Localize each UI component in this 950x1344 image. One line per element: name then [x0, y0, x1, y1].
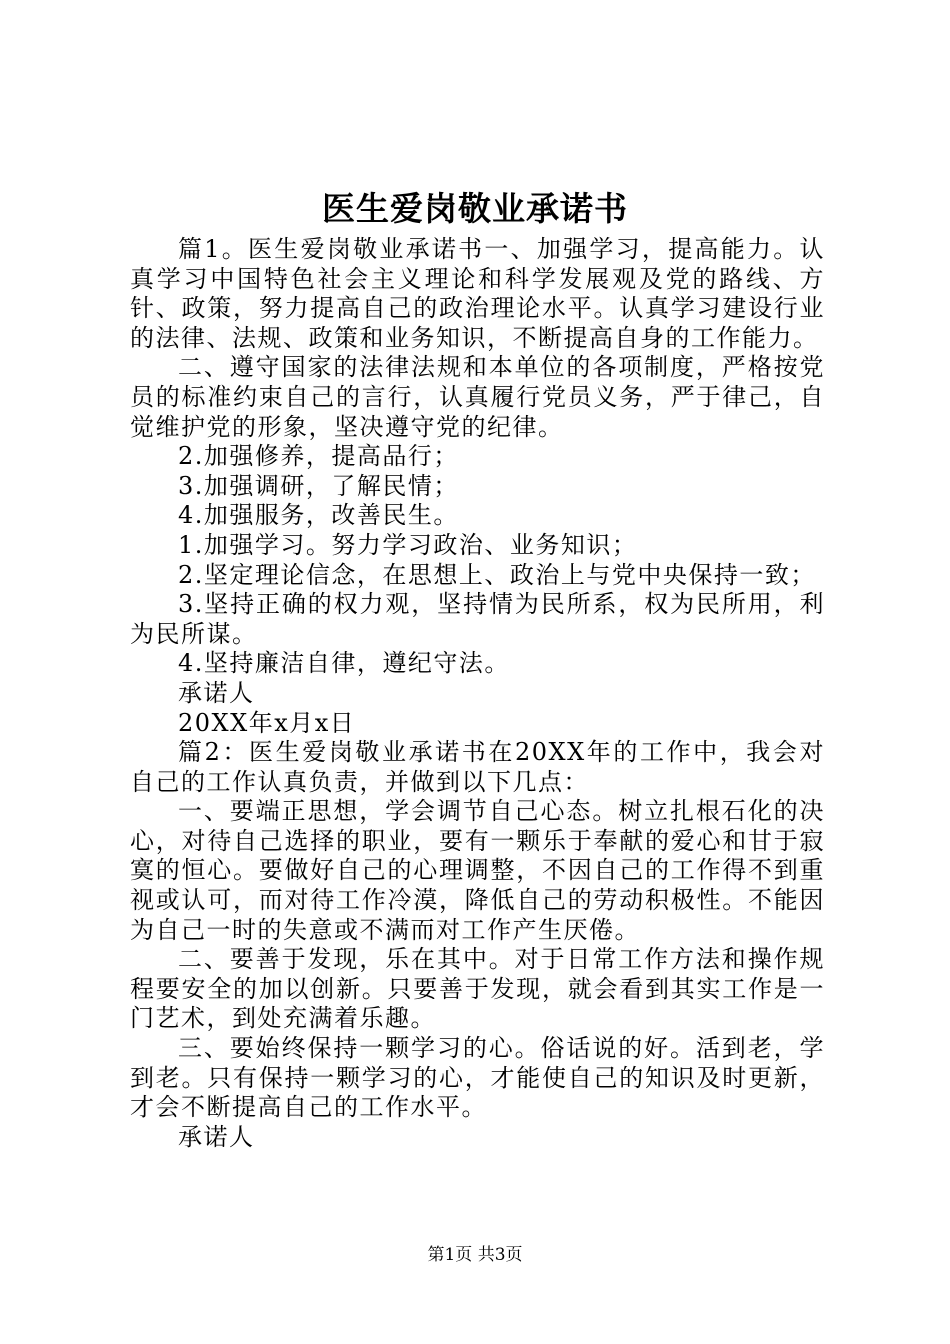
date-line: 20XX年x月x日: [178, 708, 356, 737]
paragraph: 一、要端正思想，学会调节自己心态。树立扎根石化的决心，对待自己选择的职业，要有一颗乐于奉献的爱心和甘于寂寞的恒心。要做好自己的心理调整，不因自己的工作得不到重视或认可，而对待工作冷漠，降低自己的劳动积极性。不能因为自己一时的失意或不满而对工作产生厌倦。: [130, 797, 825, 944]
paragraph: 篇1。医生爱岗敬业承诺书一、加强学习，提高能力。认真学习中国特色社会主义理论和科学发展观及党的路线、方针、政策，努力提高自己的政治理论水平。认真学习建设行业的法律、法规、政策和业务知识，不断提高自身的工作能力。: [130, 235, 825, 352]
paragraph: 4.加强服务，改善民生。: [178, 501, 459, 530]
paragraph: 二、要善于发现，乐在其中。对于日常工作方法和操作规程要安全的加以创新。只要善于发现，就会看到其实工作是一门艺术，到处充满着乐趣。: [130, 945, 825, 1033]
document-body: [130, 235, 825, 1152]
paragraph: 二、遵守国家的法律法规和本单位的各项制度，严格按党员的标准约束自己的言行，认真履行党员义务，严于律己，自觉维护党的形象，坚决遵守党的纪律。: [130, 353, 825, 441]
paragraph: 篇2：医生爱岗敬业承诺书在20XX年的工作中，我会对自己的工作认真负责，并做到以下几点：: [130, 738, 825, 796]
page-number-footer: 第1页 共3页: [427, 1245, 523, 1265]
paragraph: 3.坚持正确的权力观，坚持情为民所系，权为民所用，利为民所谋。: [130, 590, 825, 648]
paragraph: 3.加强调研，了解民情；: [178, 471, 459, 500]
paragraph: 三、要始终保持一颗学习的心。俗话说的好。活到老，学到老。只有保持一颗学习的心，才能使自己的知识及时更新，才会不断提高自己的工作水平。: [130, 1034, 825, 1122]
paragraph: 4.坚持廉洁自律，遵纪守法。: [178, 649, 510, 678]
paragraph: 2.坚定理论信念，在思想上、政治上与党中央保持一致；: [178, 560, 816, 589]
document-title: 医生爱岗敬业承诺书: [322, 189, 628, 228]
paragraph: 1.加强学习。努力学习政治、业务知识；: [178, 530, 638, 559]
signature-label: 承诺人: [178, 1122, 255, 1151]
paragraph: 2.加强修养，提高品行；: [178, 442, 459, 471]
signature-label: 承诺人: [178, 678, 255, 707]
